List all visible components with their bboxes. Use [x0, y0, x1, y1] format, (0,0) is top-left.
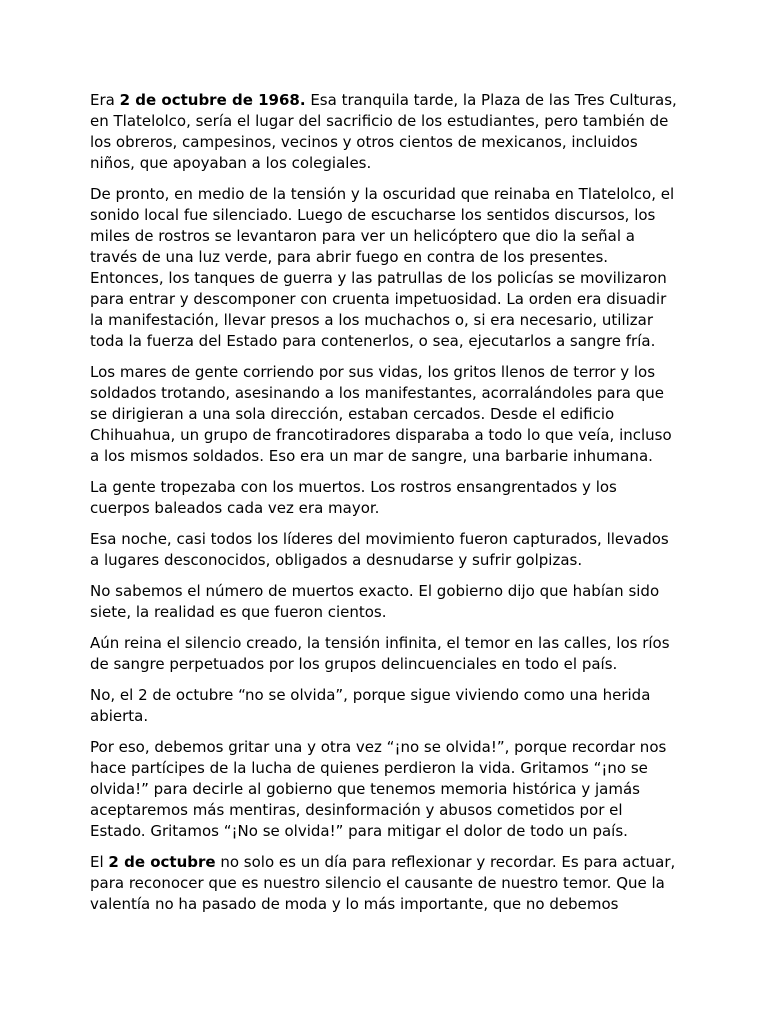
paragraph-5: Esa noche, casi todos los líderes del movimiento fueron capturados, llevados a lugares desconocidos, obligados a desnudarse y sufrir golpizas. [90, 530, 669, 569]
paragraph-2: De pronto, en medio de la tensión y la oscuridad que reinaba en Tlatelolco, el sonido local fue silenciado. Luego de escucharse los sentidos discursos, los miles de rostros se levantaron para ver un helicóptero que dio la señal a través de una luz verde, para abrir fuego en contra de los presentes. Entonces, los tanques de guerra y las patrullas de los policías se movilizaron para entrar y descomponer con cruenta impetuosidad. La orden era disuadir la manifestación, llevar presos a los muchachos o, si era necesario, utilizar toda la fuerza del Estado para contenerlos, o sea, ejecutarlos a sangre fría. [90, 185, 675, 350]
paragraph-10-body: no solo es un día para reflexionar y recordar. Es para actuar, para reconocer que es nuestro silencio el causante de nuestro temor. Que la valentía no ha pasado de moda y lo más importante, que no debemos [90, 853, 676, 913]
paragraph-1 [90, 90, 680, 174]
paragraph-1-body: Esa tranquila tarde, la Plaza de las Tres Culturas, en Tlatelolco, sería el lugar del sacrificio de los estudiantes, pero también de los obreros, campesinos, vecinos y otros cientos de mexicanos, incluidos niños, que apoyaban a los colegiales. [90, 91, 677, 172]
paragraph-1-date: 2 de octubre de 1968. [119, 91, 306, 109]
paragraph-10-intro: El [90, 853, 109, 871]
paragraph-7: Aún reina el silencio creado, la tensión infinita, el temor en las calles, los ríos de sangre perpetuados por los grupos delincuenciales en todo el país. [90, 634, 670, 673]
paragraph-8: No, el 2 de octubre “no se olvida”, porque sigue viviendo como una herida abierta. [90, 686, 651, 725]
paragraph-4: La gente tropezaba con los muertos. Los rostros ensangrentados y los cuerpos baleados cada vez era mayor. [90, 478, 617, 517]
paragraph-1-intro: Era [90, 91, 120, 109]
paragraph-6: No sabemos el número de muertos exacto. El gobierno dijo que habían sido siete, la realidad es que fueron cientos. [90, 582, 660, 621]
paragraph-9: Por eso, debemos gritar una y otra vez “¡no se olvida!”, porque recordar nos hace partícipes de la lucha de quienes perdieron la vida. Gritamos “¡no se olvida!” para decirle al gobierno que tenemos memoria histórica y jamás aceptaremos más mentiras, desinformación y abusos cometidos por el Estado. Gritamos “¡No se olvida!” para mitigar el dolor de todo un país. [90, 738, 667, 840]
paragraph-3: Los mares de gente corriendo por sus vidas, los gritos llenos de terror y los soldados trotando, asesinando a los manifestantes, acorralándoles para que se dirigieran a una sola dirección, estaban cercados. Desde el edificio Chihuahua, un grupo de francotiradores disparaba a todo lo que veía, incluso a los mismos soldados. Eso era un mar de sangre, una barbarie inhumana. [90, 363, 672, 465]
paragraph-10 [90, 852, 680, 915]
paragraph-10-date: 2 de octubre [108, 853, 216, 871]
document-page [90, 90, 680, 925]
